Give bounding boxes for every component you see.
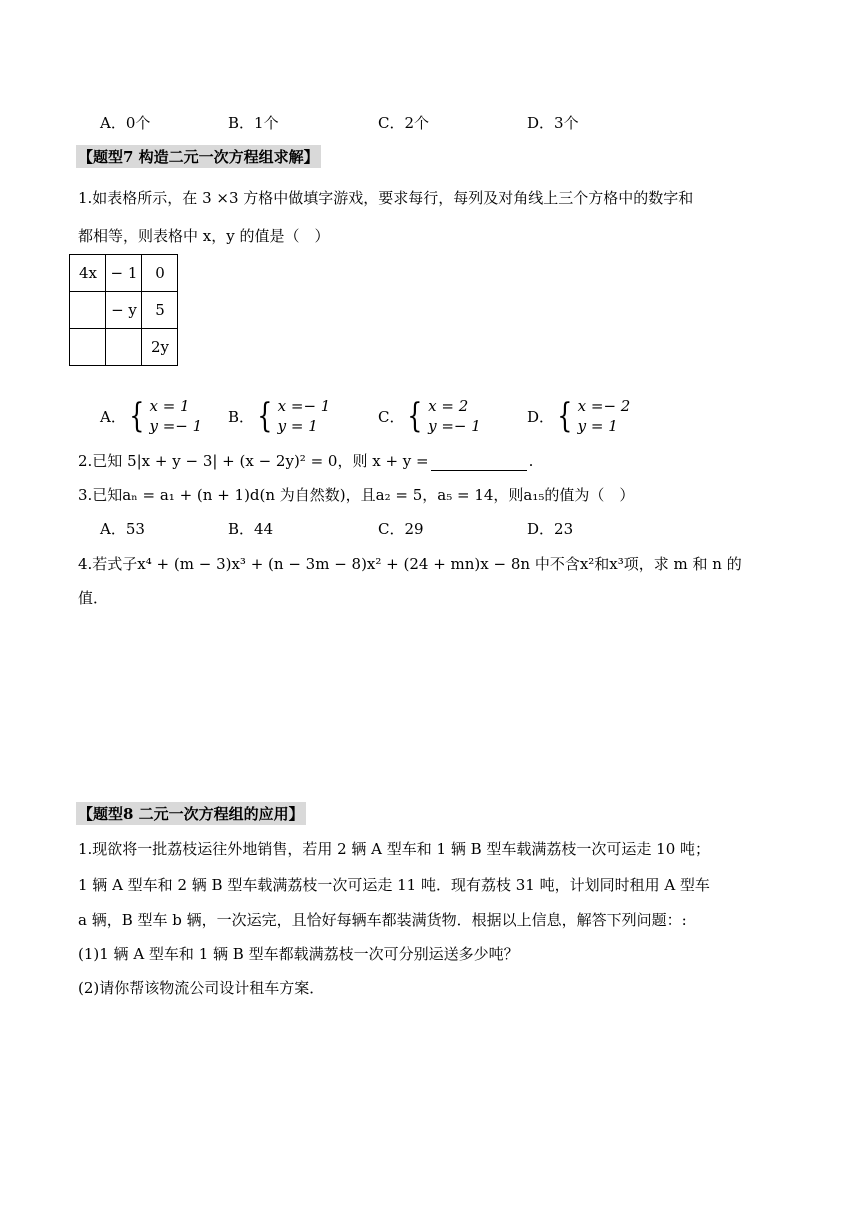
q7-1-line1: 1.如表格所示，在 3 ×3 方格中做填字游戏，要求每行，每列及对角线上三个方格中的数字和 bbox=[78, 189, 694, 207]
option-a: A．0个 bbox=[100, 114, 151, 132]
q7-3-option-b: B．44 bbox=[228, 520, 274, 538]
q7-1-option-d bbox=[527, 396, 630, 436]
q8-1-line1: 1.现欲将一批荔枝运往外地销售，若用 2 辆 A 型车和 1 辆 B 型车载满荔枝一次可运走 10 吨； bbox=[78, 840, 711, 858]
q7-3-option-a: A．53 bbox=[100, 520, 145, 538]
option-c: C．2个 bbox=[378, 114, 430, 132]
answer-blank bbox=[431, 470, 527, 471]
grid-cell bbox=[106, 329, 142, 366]
option-d: D．3个 bbox=[527, 114, 579, 132]
brace-icon: { bbox=[407, 396, 423, 436]
q7-1-line2: 都相等，则表格中 x，y 的值是（ ） bbox=[78, 227, 330, 245]
grid-cell bbox=[70, 292, 106, 329]
eq-row: y = 1 bbox=[277, 417, 318, 435]
option-label: A． bbox=[100, 407, 126, 426]
eq-row: y =− 1 bbox=[149, 417, 203, 435]
q7-1-option-b bbox=[228, 396, 330, 436]
eq-row: x =− 2 bbox=[577, 397, 631, 415]
eq-row: y =− 1 bbox=[428, 417, 481, 435]
q7-2-suffix: . bbox=[528, 452, 534, 470]
grid-cell: − y bbox=[106, 292, 142, 329]
q7-4-line1: 4.若式子x⁴ + (m − 3)x³ + (n − 3m − 8)x² + (24 + mn)x − 8n 中不含x²和x³项，求 m 和 n 的 bbox=[78, 555, 742, 573]
q8-1-sub1: (1)1 辆 A 型车和 1 辆 B 型车都载满荔枝一次可分别运送多少吨？ bbox=[78, 945, 519, 963]
eq-row: x =− 1 bbox=[277, 397, 331, 415]
q7-3-text: 3.已知aₙ = a₁ + (n + 1)d(n 为自然数)，且a₂ = 5，a₅ = 14，则a₁₅的值为（ ） bbox=[78, 486, 635, 504]
option-label: C． bbox=[378, 407, 405, 426]
q8-1-line3: a 辆，B 型车 b 辆，一次运完，且恰好每辆车都装满货物．根据以上信息，解答下列问题：: bbox=[78, 911, 687, 929]
q8-1-sub2: (2)请你帮该物流公司设计租车方案． bbox=[78, 979, 325, 997]
grid-cell bbox=[70, 329, 106, 366]
eq-row: x = 1 bbox=[149, 397, 190, 415]
q7-2-text: 2.已知 5|x + y − 3| + (x − 2y)² = 0，则 x + y = bbox=[78, 452, 429, 470]
brace-icon: { bbox=[129, 396, 145, 436]
grid-cell: − 1 bbox=[106, 255, 142, 292]
grid-cell: 5 bbox=[142, 292, 178, 329]
q7-2 bbox=[78, 450, 533, 471]
q7-3-option-d: D．23 bbox=[527, 520, 574, 538]
q7-4-line2: 值． bbox=[78, 589, 109, 607]
section7-title: 【题型7 构造二元一次方程组求解】 bbox=[76, 145, 321, 168]
q7-1-option-a bbox=[100, 396, 202, 436]
section8-title: 【题型8 二元一次方程组的应用】 bbox=[76, 802, 306, 825]
option-label: D． bbox=[527, 407, 555, 426]
eq-row: y = 1 bbox=[577, 417, 618, 435]
brace-icon: { bbox=[557, 396, 573, 436]
q7-1-option-c bbox=[378, 396, 481, 436]
option-b: B．1个 bbox=[228, 114, 279, 132]
brace-icon: { bbox=[257, 396, 273, 436]
option-label: B． bbox=[228, 407, 255, 426]
eq-row: x = 2 bbox=[428, 397, 469, 415]
grid-cell: 2y bbox=[142, 329, 178, 366]
q7-3-option-c: C．29 bbox=[378, 520, 424, 538]
puzzle-grid bbox=[69, 254, 178, 366]
grid-cell: 4x bbox=[70, 255, 106, 292]
grid-cell: 0 bbox=[142, 255, 178, 292]
q8-1-line2: 1 辆 A 型车和 2 辆 B 型车载满荔枝一次可运走 11 吨．现有荔枝 31 吨，计划同时租用 A 型车 bbox=[78, 876, 710, 894]
